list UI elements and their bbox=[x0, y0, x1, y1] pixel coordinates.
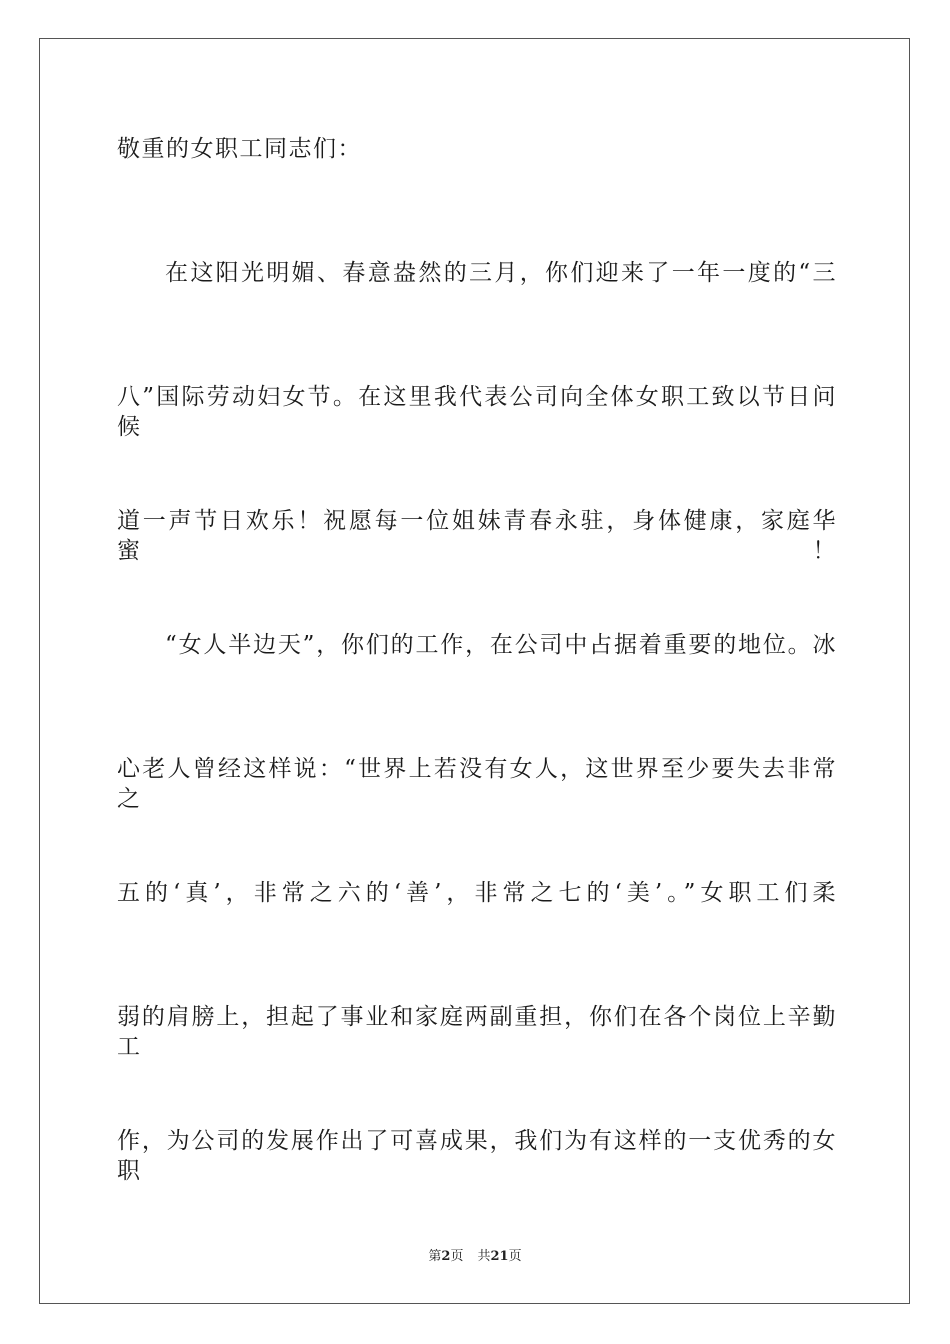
body-line-5: 心老人曾经这样说：“世界上若没有女人，这世界至少要失去非常之 bbox=[117, 756, 837, 812]
body-line-2: 八”国际劳动妇女节。在这里我代表公司向全体女职工致以节日问候 bbox=[117, 384, 837, 440]
footer-total-pages: 21 bbox=[490, 1249, 509, 1264]
footer-page-number: 2 bbox=[441, 1249, 451, 1264]
salutation-line: 敬重的女职工同志们： bbox=[117, 136, 362, 162]
body-line-1: 在这阳光明媚、春意盎然的三月，你们迎来了一年一度的“三 bbox=[165, 260, 837, 286]
footer-total-prefix: 共 bbox=[477, 1249, 491, 1264]
body-line-7: 弱的肩膀上，担起了事业和家庭两副重担，你们在各个岗位上辛勤工 bbox=[117, 1004, 837, 1060]
footer-page-prefix: 第 bbox=[428, 1249, 442, 1264]
body-line-4: “女人半边天”，你们的工作，在公司中占据着重要的地位。冰 bbox=[165, 632, 837, 658]
body-line-3: 道一声节日欢乐！祝愿每一位姐妹青春永驻，身体健康，家庭华蜜！ bbox=[117, 508, 837, 564]
body-line-6: 五的‘真’，非常之六的‘善’，非常之七的‘美’。”女职工们柔 bbox=[117, 880, 837, 906]
page-footer bbox=[0, 1248, 950, 1266]
page-border bbox=[39, 38, 910, 1304]
footer-page-suffix: 页 bbox=[450, 1249, 464, 1264]
body-line-8: 作，为公司的发展作出了可喜成果，我们为有这样的一支优秀的女职 bbox=[117, 1128, 837, 1184]
footer-total-suffix: 页 bbox=[508, 1249, 522, 1264]
